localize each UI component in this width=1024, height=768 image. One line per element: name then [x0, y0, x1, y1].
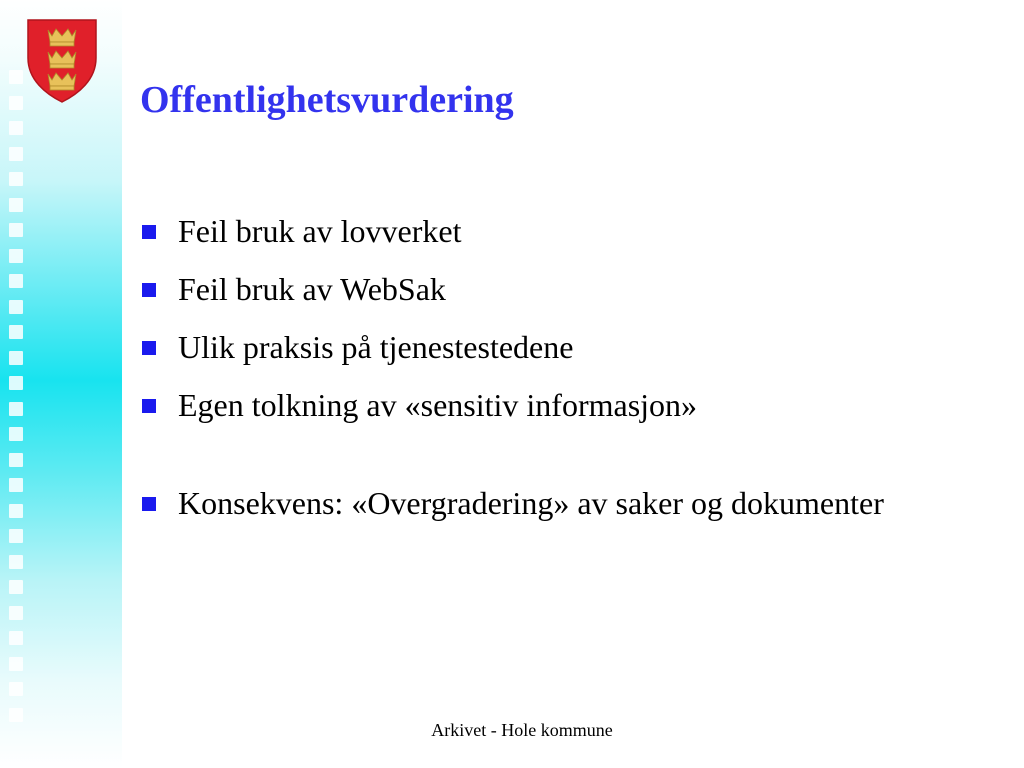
coat-of-arms-icon	[26, 18, 98, 104]
decorative-square	[9, 172, 23, 186]
decorative-square	[9, 682, 23, 696]
decorative-square	[9, 478, 23, 492]
decorative-square	[9, 351, 23, 365]
decorative-square	[9, 147, 23, 161]
decorative-square	[9, 325, 23, 339]
bullet-text: Feil bruk av lovverket	[178, 213, 462, 249]
decorative-square-column	[9, 70, 27, 733]
decorative-square	[9, 274, 23, 288]
bullet-item	[140, 382, 990, 428]
decorative-square	[9, 453, 23, 467]
decorative-square	[9, 249, 23, 263]
decorative-square	[9, 529, 23, 543]
slide-title: Offentlighetsvurdering	[140, 79, 514, 121]
bullet-text: Egen tolkning av «sensitiv informasjon»	[178, 387, 698, 423]
bullet-text: Konsekvens: «Overgradering» av saker og dokumenter	[178, 485, 884, 521]
decorative-square	[9, 96, 23, 110]
left-decorative-band	[0, 0, 122, 768]
decorative-square	[9, 427, 23, 441]
bullet-text: Feil bruk av WebSak	[178, 271, 446, 307]
decorative-square	[9, 555, 23, 569]
square-bullet-icon	[142, 399, 156, 413]
bullet-item	[140, 324, 990, 370]
bullet-item	[140, 208, 990, 254]
decorative-square	[9, 402, 23, 416]
decorative-square	[9, 606, 23, 620]
slide-footer: Arkivet - Hole kommune	[431, 720, 613, 740]
decorative-square	[9, 121, 23, 135]
bullet-item-conclusion	[140, 480, 990, 526]
square-bullet-icon	[142, 283, 156, 297]
decorative-square	[9, 198, 23, 212]
square-bullet-icon	[142, 225, 156, 239]
decorative-square	[9, 300, 23, 314]
decorative-square	[9, 657, 23, 671]
decorative-square	[9, 376, 23, 390]
decorative-square	[9, 223, 23, 237]
decorative-square	[9, 631, 23, 645]
bullet-text: Ulik praksis på tjenestestedene	[178, 329, 574, 365]
square-bullet-icon	[142, 341, 156, 355]
bullet-list	[140, 208, 990, 538]
bullet-item	[140, 266, 990, 312]
decorative-square	[9, 580, 23, 594]
decorative-square	[9, 504, 23, 518]
square-bullet-icon	[142, 497, 156, 511]
decorative-square	[9, 70, 23, 84]
